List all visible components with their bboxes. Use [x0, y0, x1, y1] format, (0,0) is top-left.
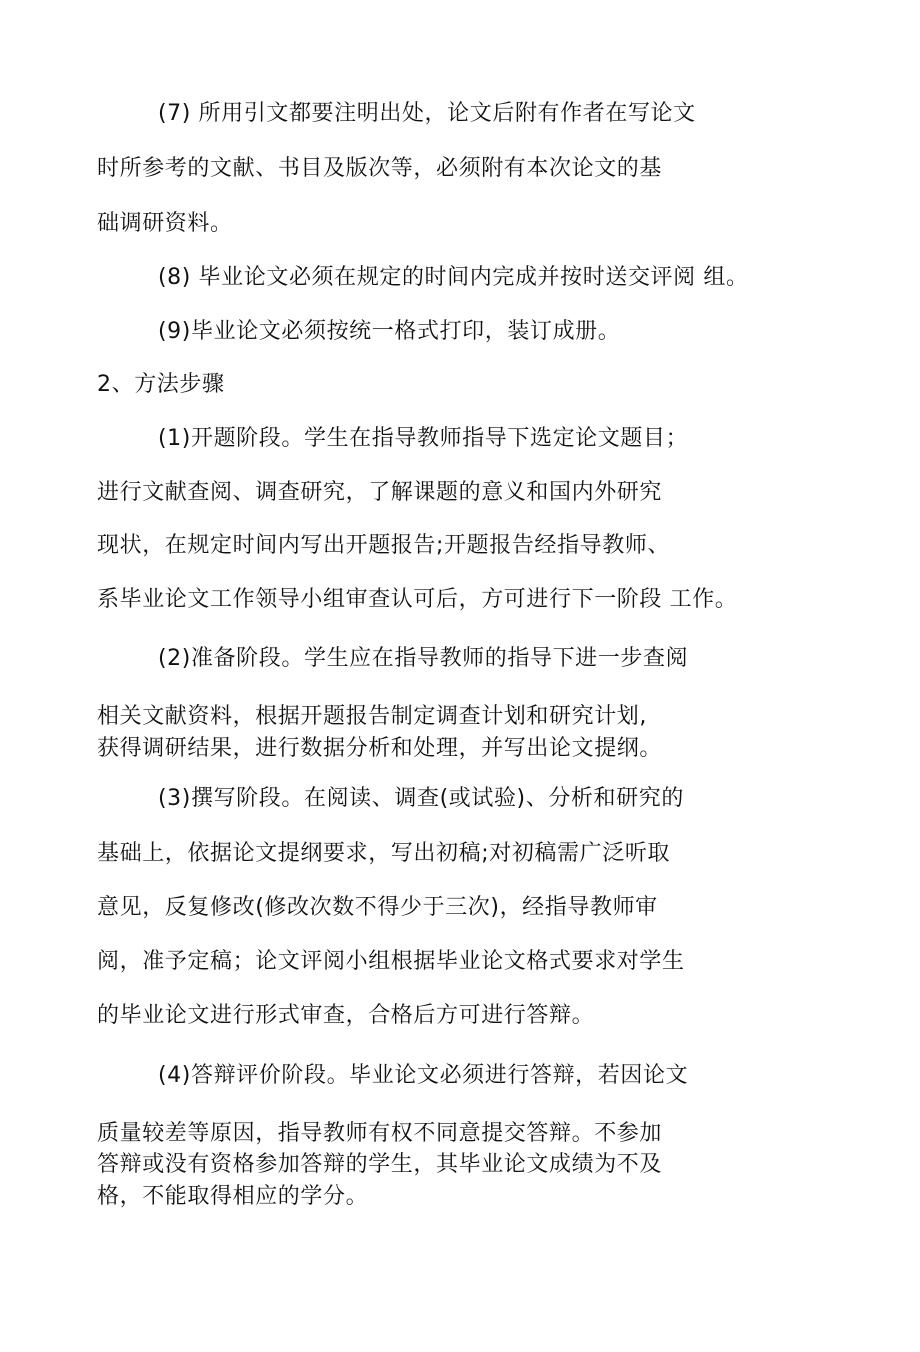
text-line: 阅，准予定稿；论文评阅小组根据毕业论文格式要求对学生 — [97, 949, 685, 974]
text-line: 质量较差等原因，指导教师有权不同意提交答辩。不参加 — [97, 1121, 663, 1146]
text-line: (1)开题阶段。学生在指导教师指导下选定论文题目； — [158, 426, 689, 451]
text-line: (4)答辩评价阶段。毕业论文必须进行答辩，若因论文 — [158, 1063, 689, 1088]
text-line: 时所参考的文献、书目及版次等，必须附有本次论文的基 — [97, 156, 663, 181]
text-line: 进行文献查阅、调查研究，了解课题的意义和国内外研究 — [97, 480, 663, 505]
text-line: 获得调研结果，进行数据分析和处理，并写出论文提纲。 — [97, 736, 663, 761]
text-line: 相关文献资料，根据开题报告制定调查计划和研究计划, — [97, 704, 647, 729]
text-line: (3)撰写阶段。在阅读、调查(或试验)、分析和研究的 — [158, 786, 684, 811]
section-heading: 2、方法步骤 — [97, 372, 225, 397]
text-line: 现状，在规定时间内写出开题报告;开题报告经指导教师、 — [97, 533, 671, 558]
text-line: 础调研资料。 — [97, 211, 233, 236]
text-line: 意见，反复修改(修改次数不得少于三次)，经指导教师审 — [97, 895, 658, 920]
text-line: 系毕业论文工作领导小组审查认可后，方可进行下一阶段 工作。 — [97, 587, 738, 612]
text-line: (8) 毕业论文必须在规定的时间内完成并按时送交评阅 组。 — [158, 265, 749, 290]
text-line: (2)准备阶段。学生应在指导教师的指导下进一步查阅 — [158, 646, 689, 671]
text-line: 基础上，依据论文提纲要求，写出初稿;对初稿需广泛听取 — [97, 841, 671, 866]
text-line: (7) 所用引文都要注明出处，论文后附有作者在写论文 — [158, 101, 696, 126]
text-line: 格，不能取得相应的学分。 — [97, 1184, 369, 1209]
text-line: 的毕业论文进行形式审查，合格后方可进行答辩。 — [97, 1003, 595, 1028]
text-line: (9)毕业论文必须按统一格式打印，装订成册。 — [158, 319, 621, 344]
text-line: 答辩或没有资格参加答辩的学生，其毕业论文成绩为不及 — [97, 1152, 663, 1177]
